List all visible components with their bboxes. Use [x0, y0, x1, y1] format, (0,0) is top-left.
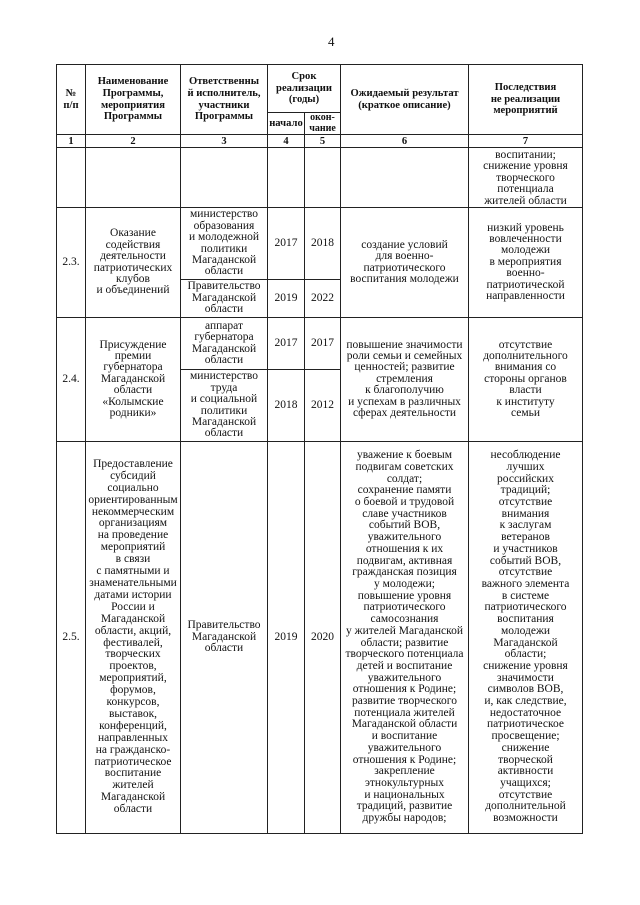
cell-end-year: 2012 — [305, 370, 341, 442]
cell-start-year: 2019 — [268, 280, 305, 318]
cell-result: создание условий для военно- патриотического воспитания молодежи — [341, 208, 469, 318]
cell-empty — [86, 148, 181, 208]
col-number: 4 — [268, 135, 305, 148]
cell-responsible: министерство труда и социальной политики Магаданской области — [181, 370, 268, 442]
cell-start-year: 2017 — [268, 318, 305, 370]
header-name: Наименование Программы, мероприятия Программы — [86, 65, 181, 135]
cell-consequence: несоблюдение лучших российских традиций; отсутствие внимания к заслугам ветеранов и участников событий ВОВ, отсутствие важного элемента в системе патриотического воспитания молодежи Магаданской области; снижение уровня значимости символов ВОВ, и, как следствие, недостаточное патриотическое просвещение; снижение творческой активности учащихся; отсутствие дополнительной возможности — [469, 442, 583, 834]
cell-consequence: воспитании; снижение уровня творческого потенциала жителей области — [469, 148, 583, 208]
header-start: начало — [268, 113, 305, 135]
cell-row-number: 2.4. — [57, 318, 86, 442]
header-end: окон- чание — [305, 113, 341, 135]
cell-empty — [181, 148, 268, 208]
cell-responsible: аппарат губернатора Магаданской области — [181, 318, 268, 370]
header-consequences: Последствия не реализации мероприятий — [469, 65, 583, 135]
cell-end-year: 2018 — [305, 208, 341, 280]
col-number: 3 — [181, 135, 268, 148]
cell-start-year: 2017 — [268, 208, 305, 280]
cell-responsible: министерство образования и молодежной политики Магаданской области — [181, 208, 268, 280]
col-number: 2 — [86, 135, 181, 148]
cell-end-year: 2020 — [305, 442, 341, 834]
cell-empty — [57, 148, 86, 208]
cell-result: повышение значимости роли семьи и семейных ценностей; развитие стремления к благополучию и успехам в различных сферах деятельности — [341, 318, 469, 442]
cell-row-number: 2.3. — [57, 208, 86, 318]
cell-end-year: 2017 — [305, 318, 341, 370]
col-number: 1 — [57, 135, 86, 148]
col-number: 7 — [469, 135, 583, 148]
cell-row-number: 2.5. — [57, 442, 86, 834]
col-number: 5 — [305, 135, 341, 148]
cell-start-year: 2019 — [268, 442, 305, 834]
program-table — [56, 64, 583, 834]
cell-empty — [268, 148, 305, 208]
header-responsible: Ответственны й исполнитель, участники Программы — [181, 65, 268, 135]
cell-empty — [341, 148, 469, 208]
cell-activity-name: Оказание содействия деятельности патриотических клубов и объединений — [86, 208, 181, 318]
cell-result: уважение к боевым подвигам советских солдат; сохранение памяти о боевой и трудовой славе участников событий ВОВ, уважительного отношения к их подвигам, активная гражданская позиция у молодежи; повышение уровня патриотического самосознания у жителей Магаданской области; развитие творческого потенциала детей и воспитание уважительного отношения к Родине; развитие творческого потенциала жителей Магаданской области и воспитание уважительного отношения к Родине; закрепление этнокультурных и национальных традиций, развитие дружбы народов; — [341, 442, 469, 834]
cell-empty — [305, 148, 341, 208]
cell-activity-name: Присуждение премии губернатора Магаданской области «Колымские родники» — [86, 318, 181, 442]
cell-responsible: Правительство Магаданской области — [181, 280, 268, 318]
header-result: Ожидаемый результат (краткое описание) — [341, 65, 469, 135]
cell-consequence: отсутствие дополнительного внимания со стороны органов власти к институту семьи — [469, 318, 583, 442]
cell-responsible: Правительство Магаданской области — [181, 442, 268, 834]
page-number: 4 — [328, 34, 335, 49]
cell-activity-name: Предоставление субсидий социально ориентированным некоммерческим организациям на проведение мероприятий в связи с памятными и знаменательными датами истории России и Магаданской области, акций, фестивалей, творческих проектов, мероприятий, форумов, конкурсов, выставок, конференций, направленных на гражданско- патриотическое воспитание жителей Магаданской области — [86, 442, 181, 834]
header-term: Срок реализации (годы) — [268, 65, 341, 113]
cell-start-year: 2018 — [268, 370, 305, 442]
cell-consequence: низкий уровень вовлеченности молодежи в мероприятия военно- патриотической направленности — [469, 208, 583, 318]
header-no: № п/п — [57, 65, 86, 135]
cell-end-year: 2022 — [305, 280, 341, 318]
col-number: 6 — [341, 135, 469, 148]
